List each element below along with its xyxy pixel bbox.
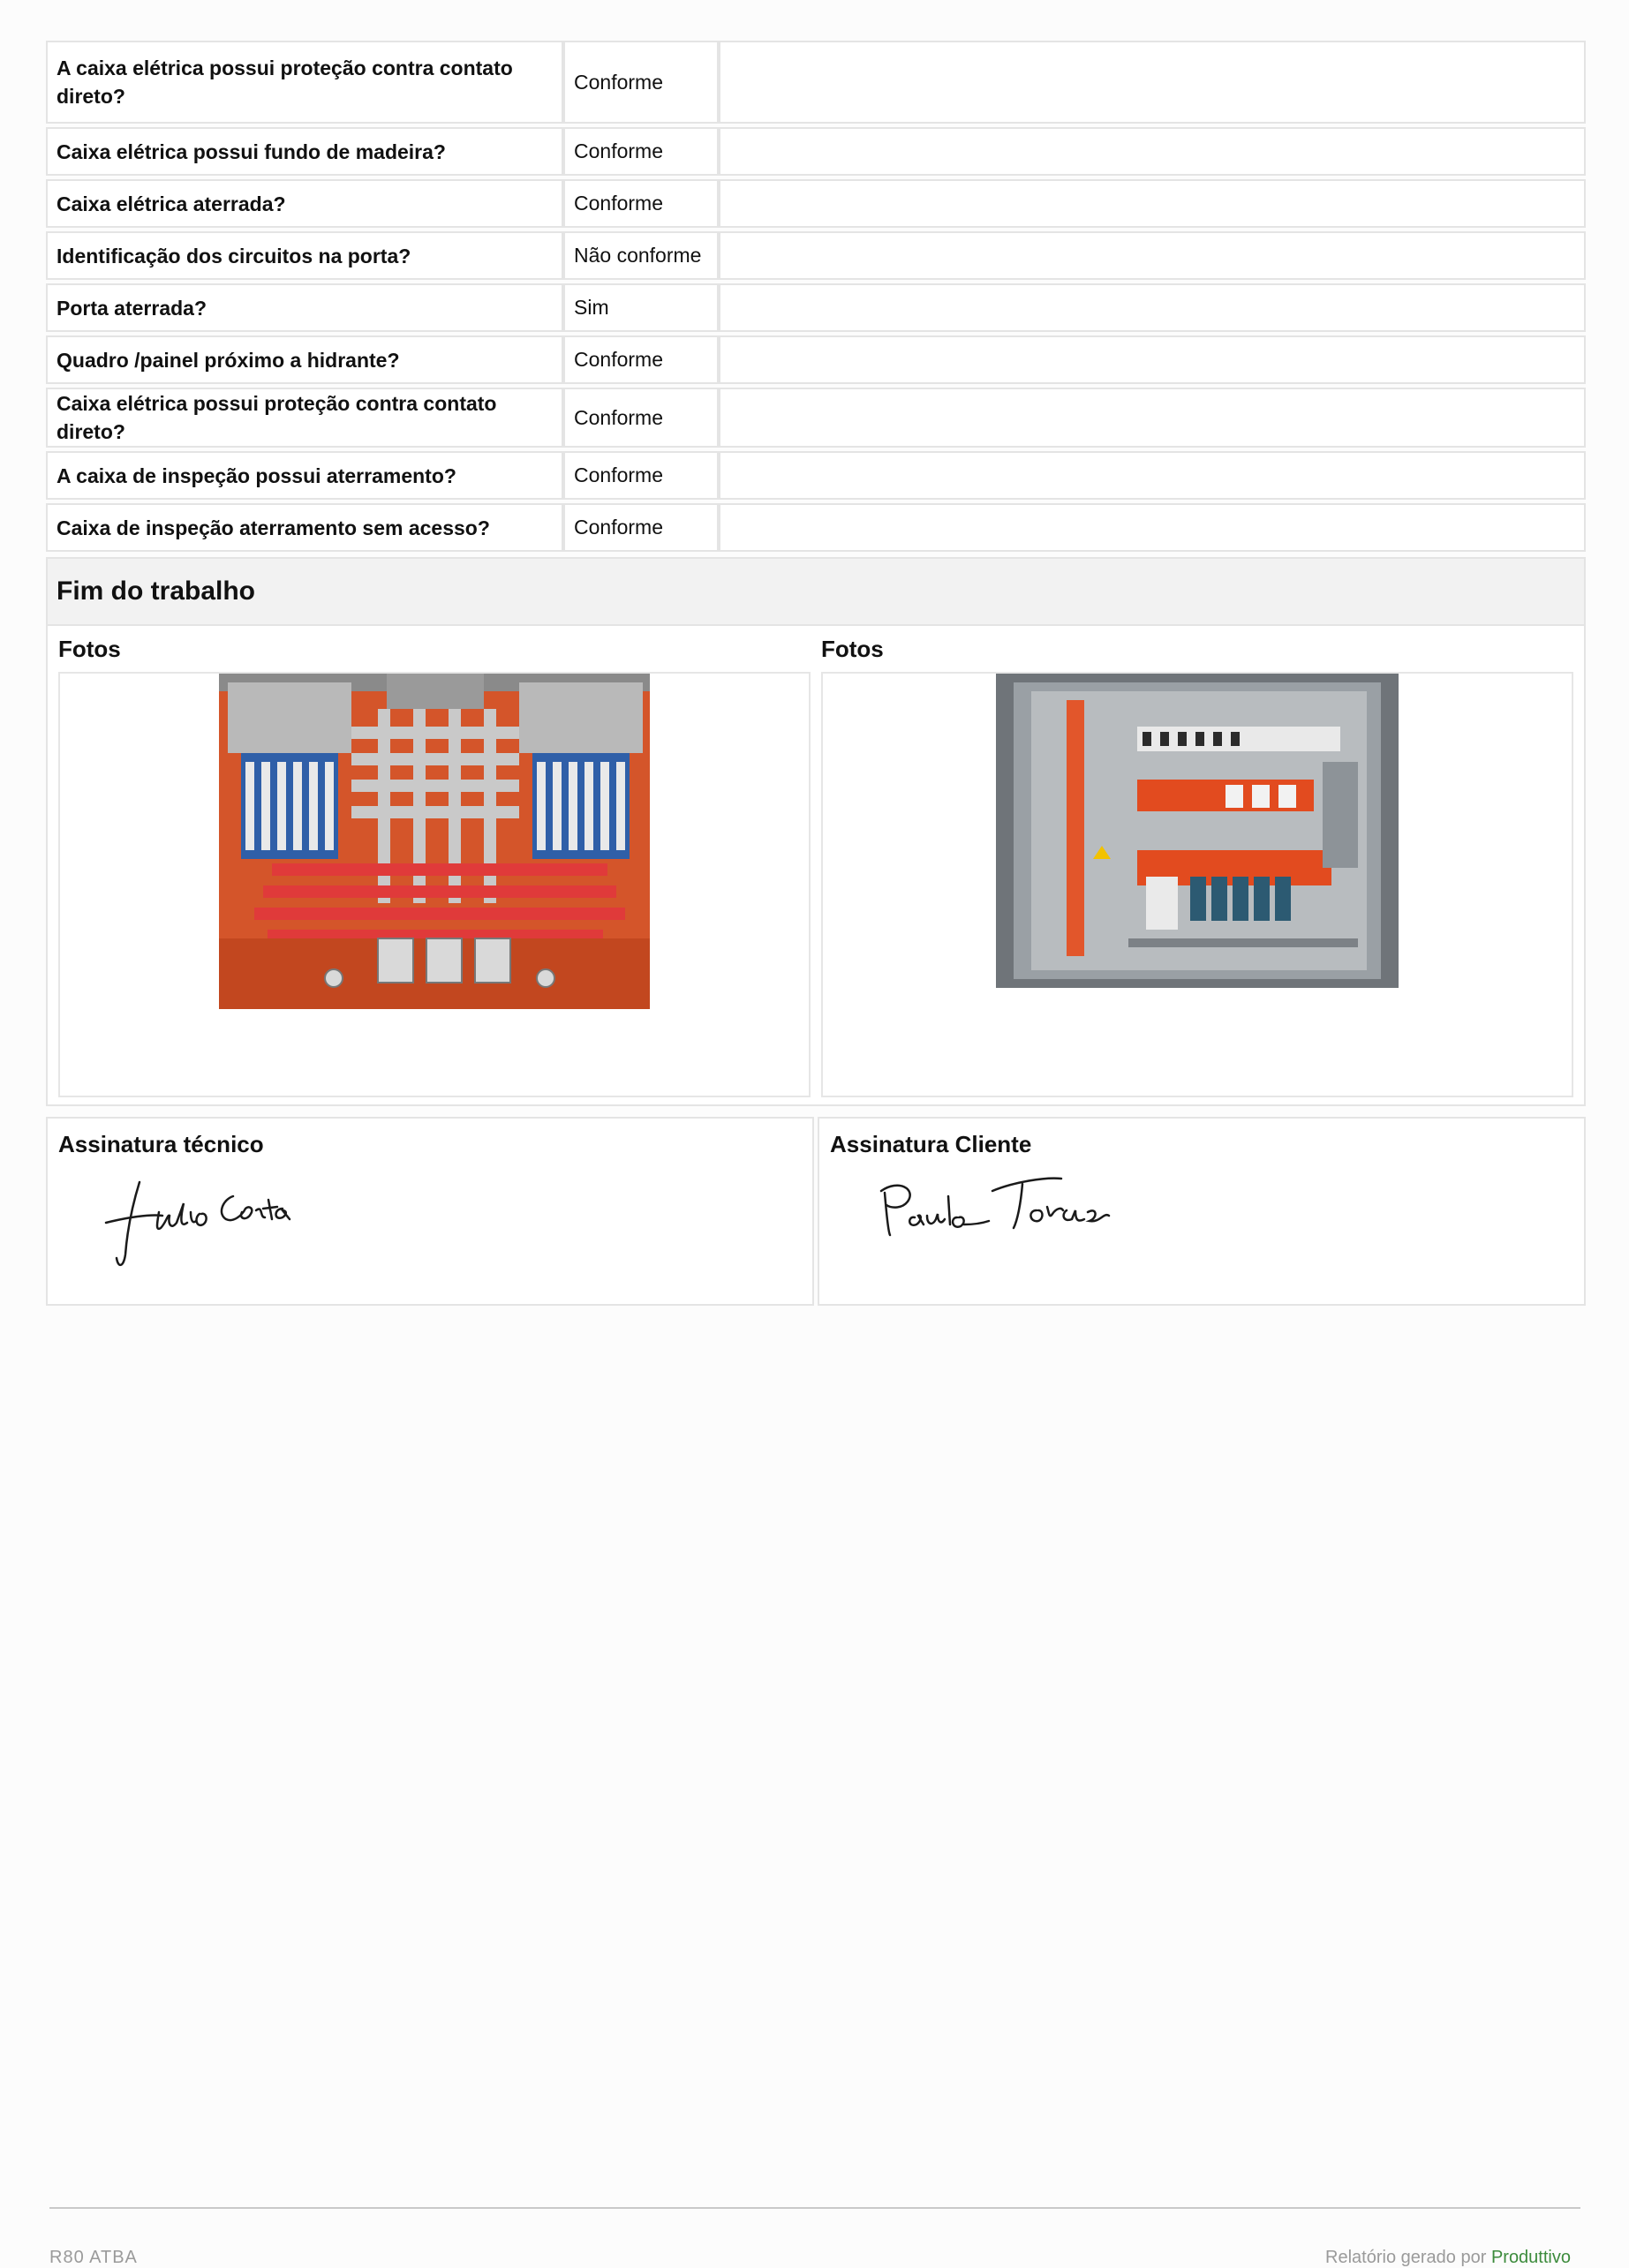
photo-field <box>58 626 811 1104</box>
signature-field-technician <box>46 1117 814 1306</box>
answer-cell: Conforme <box>563 41 719 124</box>
question-cell: Quadro /painel próximo a hidrante? <box>46 335 563 384</box>
table-row <box>46 127 1586 176</box>
electrical-panel-photo[interactable] <box>996 674 1399 988</box>
question-cell: Identificação dos circuitos na porta? <box>46 231 563 280</box>
footer-prefix: Relatório gerado por <box>1325 2248 1487 2267</box>
answer-cell: Não conforme <box>563 231 719 280</box>
photo-field <box>821 626 1573 1104</box>
table-row <box>46 179 1586 228</box>
table-row <box>46 451 1586 500</box>
photos-row <box>46 626 1586 1106</box>
section-title: Fim do trabalho <box>46 557 1586 626</box>
photo-label: Fotos <box>58 636 121 662</box>
answer-cell: Conforme <box>563 503 719 552</box>
signature-client <box>872 1170 1137 1267</box>
footer-left-text: R80 ATBA <box>49 2248 138 2267</box>
answer-cell: Conforme <box>563 451 719 500</box>
answer-cell: Conforme <box>563 179 719 228</box>
question-cell: A caixa elétrica possui proteção contra contato direto? <box>46 41 563 124</box>
observation-cell <box>719 451 1586 500</box>
busbar-breakers-photo[interactable] <box>219 674 650 1009</box>
signature-field-client <box>818 1117 1586 1306</box>
photo-label: Fotos <box>821 636 884 662</box>
observation-cell <box>719 179 1586 228</box>
answer-cell: Conforme <box>563 127 719 176</box>
answer-cell: Sim <box>563 283 719 332</box>
signatures-row <box>46 1117 1586 1306</box>
question-cell: Caixa elétrica aterrada? <box>46 179 563 228</box>
question-cell: A caixa de inspeção possui aterramento? <box>46 451 563 500</box>
observation-cell <box>719 283 1586 332</box>
table-row <box>46 335 1586 384</box>
table-row <box>46 388 1586 448</box>
observation-cell <box>719 335 1586 384</box>
answer-cell: Conforme <box>563 335 719 384</box>
question-cell: Porta aterrada? <box>46 283 563 332</box>
footer-right-text <box>1325 2248 1571 2268</box>
observation-cell <box>719 41 1586 124</box>
footer-divider <box>49 2207 1580 2209</box>
question-cell: Caixa de inspeção aterramento sem acesso? <box>46 503 563 552</box>
observation-cell <box>719 388 1586 448</box>
table-row <box>46 503 1586 552</box>
question-cell: Caixa elétrica possui fundo de madeira? <box>46 127 563 176</box>
photo-frame <box>821 672 1573 1097</box>
photo-frame <box>58 672 811 1097</box>
signature-technician <box>101 1170 313 1276</box>
footer-brand-link[interactable]: Produttivo <box>1490 2248 1571 2267</box>
checklist-table <box>46 37 1586 555</box>
answer-cell: Conforme <box>563 388 719 448</box>
table-row <box>46 231 1586 280</box>
observation-cell <box>719 503 1586 552</box>
signature-label: Assinatura técnico <box>58 1131 264 1157</box>
table-row <box>46 41 1586 124</box>
signature-label: Assinatura Cliente <box>830 1131 1032 1157</box>
report-page <box>46 41 1586 1306</box>
table-row <box>46 283 1586 332</box>
question-cell: Caixa elétrica possui proteção contra contato direto? <box>46 388 563 448</box>
observation-cell <box>719 127 1586 176</box>
observation-cell <box>719 231 1586 280</box>
